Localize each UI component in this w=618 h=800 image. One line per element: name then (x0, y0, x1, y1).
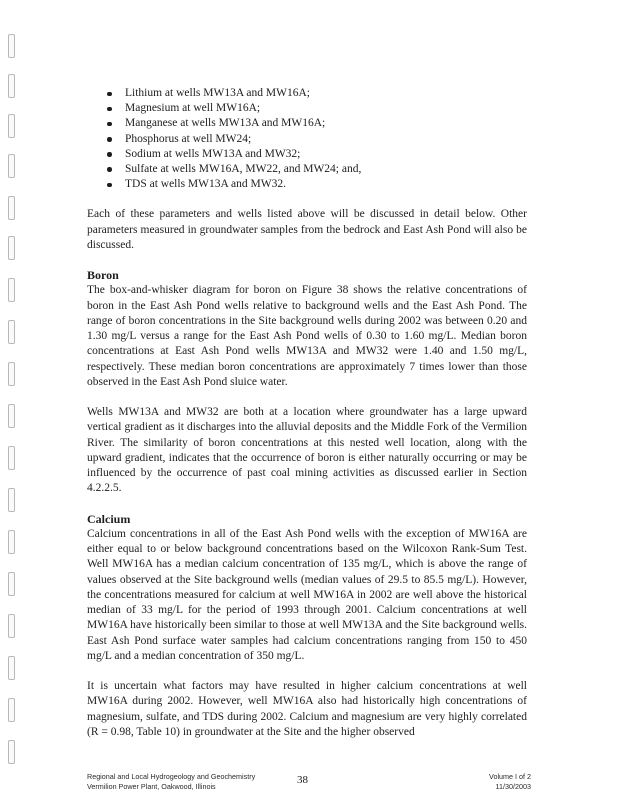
binder-hole (8, 656, 15, 680)
parameter-list (87, 86, 527, 192)
page-number: 38 (297, 774, 308, 786)
footer-volume: Volume I of 2 (489, 772, 531, 781)
binder-holes (0, 0, 20, 800)
page-footer (87, 772, 531, 798)
document-page (87, 86, 527, 740)
binder-hole (8, 362, 15, 386)
binder-hole (8, 404, 15, 428)
binder-hole (8, 278, 15, 302)
list-item: Sulfate at wells MW16A, MW22, and MW24; and, (107, 162, 527, 177)
binder-hole (8, 446, 15, 470)
footer-date: 11/30/2003 (495, 782, 531, 791)
binder-hole (8, 74, 15, 98)
binder-hole (8, 698, 15, 722)
list-item: Phosphorus at well MW24; (107, 132, 527, 147)
footer-site-name: Vermilion Power Plant, Oakwood, Illinois (87, 782, 216, 791)
calcium-heading: Calcium (87, 511, 131, 526)
binder-hole (8, 114, 15, 138)
calcium-paragraph-1: Calcium concentrations in all of the East Ash Pond wells with the exception of MW16A are either equal to or below background concentrations based on the Wilcoxon Rank-Sum Test. Well MW16A has a median calcium concentration of 135 mg/L, which is above the range of values observed at the Site background wells (median values of 29.5 to 85.5 mg/L). However, the concentrations measured for calcium at well MW16A in 2002 are well above the historical median of 33 mg/L for the period of 1993 through 2001. Calcium concentrations at well MW16A have historically been similar to those at well MW13A and the Site background wells. East Ash Pond surface water samples had calcium concentrations ranging from 150 to 450 mg/L and a median concentration of 350 mg/L. (87, 527, 527, 662)
binder-hole (8, 572, 15, 596)
binder-hole (8, 488, 15, 512)
binder-hole (8, 154, 15, 178)
list-item: Manganese at wells MW13A and MW16A; (107, 116, 527, 131)
binder-hole (8, 614, 15, 638)
footer-left (87, 772, 255, 792)
binder-hole (8, 740, 15, 764)
binder-hole (8, 236, 15, 260)
footer-report-title: Regional and Local Hydrogeology and Geochemistry (87, 772, 256, 781)
list-item: Sodium at wells MW13A and MW32; (107, 147, 527, 162)
intro-paragraph: Each of these parameters and wells listed above will be discussed in detail below. Other parameters measured in groundwater samples from the bedrock and East Ash Pond will also be discussed. (87, 208, 527, 251)
binder-hole (8, 34, 15, 58)
boron-paragraph-1: The box-and-whisker diagram for boron on Figure 38 shows the relative concentrations of boron in the East Ash Pond wells relative to background wells and the East Ash Pond. The range of boron concentrations in the Site background wells during 2002 was between 0.20 and 1.30 mg/L versus a range for the East Ash Pond wells of 0.30 to 1.60 mg/L. Median boron concentrations at East Ash Pond wells MW13A and MW32 were 1.40 and 1.50 mg/L, respectively. These median boron concentrations are approximately 7 times lower than those observed in the East Ash Pond sluice water. (87, 284, 527, 388)
footer-right (489, 772, 531, 792)
boron-heading: Boron (87, 268, 119, 283)
calcium-paragraph-2: It is uncertain what factors may have resulted in higher calcium concentrations at well MW16A during 2002. However, well MW16A also had historically high concentrations of magnesium, sulfate, and TDS during 2002. Calcium and magnesium are very highly correlated (R = 0.98, Table 10) in groundwater at the Site and the higher observed (87, 680, 527, 738)
binder-hole (8, 320, 15, 344)
boron-paragraph-2: Wells MW13A and MW32 are both at a location where groundwater has a large upward vertical gradient as it discharges into the alluvial deposits and the Middle Fork of the Vermilion River. The similarity of boron concentrations at this nested well location, along with the upward gradient, indicates that the occurrence of boron is either naturally occurring or may be influenced by the occurrence of past coal mining activities as discussed earlier in Section 4.2.2.5. (87, 406, 527, 495)
binder-hole (8, 196, 15, 220)
list-item: Magnesium at well MW16A; (107, 101, 527, 116)
list-item: TDS at wells MW13A and MW32. (107, 177, 527, 192)
binder-hole (8, 530, 15, 554)
list-item: Lithium at wells MW13A and MW16A; (107, 86, 527, 101)
